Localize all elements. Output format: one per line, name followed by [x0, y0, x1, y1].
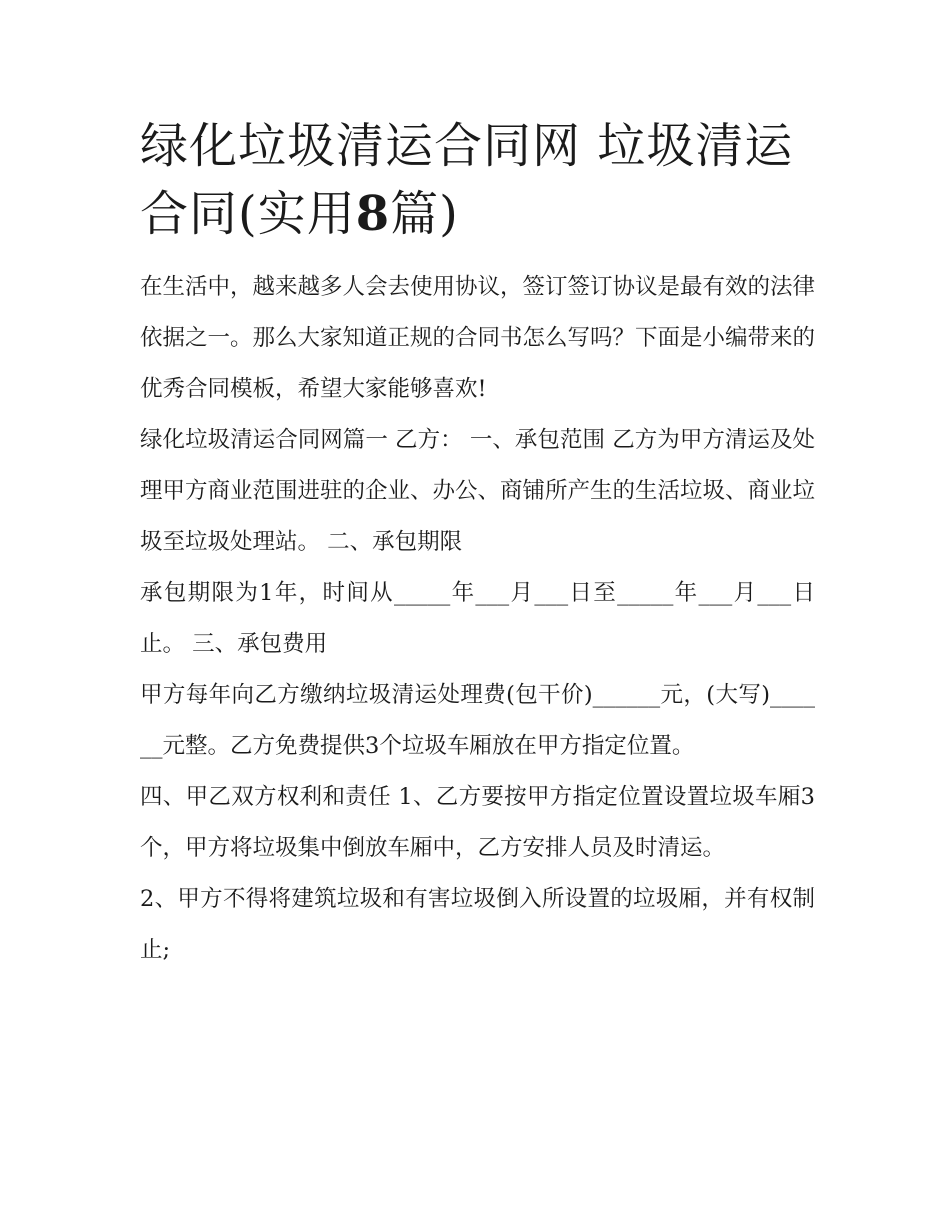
document-page	[140, 112, 815, 976]
title-number: 8	[355, 186, 391, 242]
title-text-start: 绿化垃圾清运合同网 垃圾清运合同(实用	[140, 118, 794, 242]
contract-fee-paragraph: 甲方每年向乙方缴纳垃圾清运处理费(包干价)______元，(大写)______元整。乙方免费提供3个垃圾车厢放在甲方指定位置。	[140, 682, 815, 759]
document-title	[140, 112, 815, 248]
contract-scope-paragraph: 绿化垃圾清运合同网篇一 乙方： 一、承包范围 乙方为甲方清运及处理甲方商业范围进驻的企业、办公、商铺所产生的生活垃圾、商业垃圾至垃圾处理站。 二、承包期限	[140, 427, 816, 555]
rights-duties-paragraph: 四、甲乙双方权利和责任 1、乙方要按甲方指定位置设置垃圾车厢3个，甲方将垃圾集中倒放车厢中，乙方安排人员及时清运。	[140, 784, 815, 861]
contract-term-paragraph: 承包期限为1年，时间从_____年___月___日至_____年___月___日止。 三、承包费用	[140, 580, 815, 657]
clause-2-paragraph: 2、甲方不得将建筑垃圾和有害垃圾倒入所设置的垃圾厢，并有权制止;	[140, 886, 815, 963]
intro-paragraph: 在生活中，越来越多人会去使用协议，签订签订协议是最有效的法律依据之一。那么大家知道正规的合同书怎么写吗？下面是小编带来的优秀合同模板，希望大家能够喜欢!	[140, 274, 816, 402]
title-text-end: 篇)	[390, 186, 459, 242]
